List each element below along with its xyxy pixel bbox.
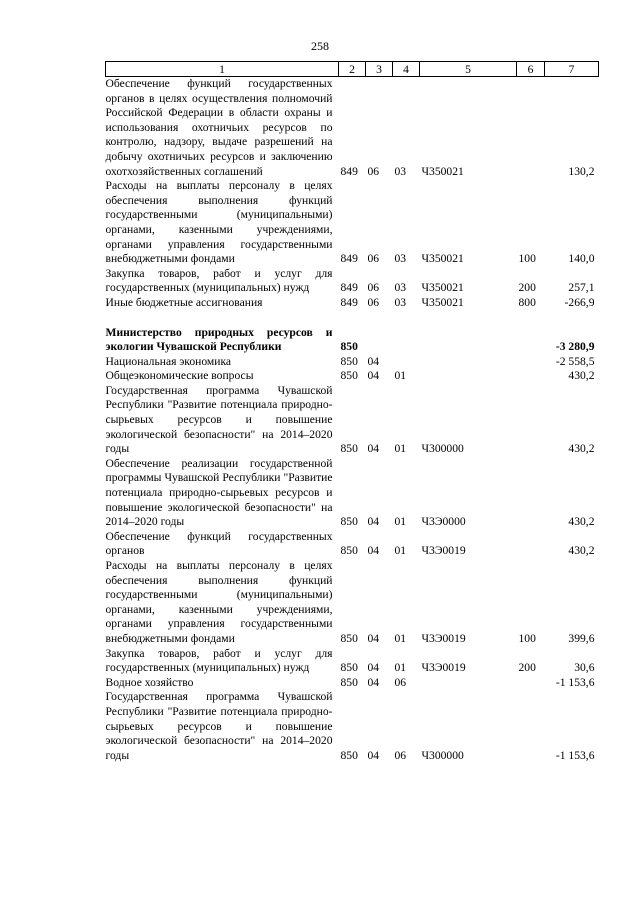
column-header-5: 5: [420, 62, 517, 77]
table-row: [106, 355, 599, 370]
cell-amount: -1 153,6: [555, 748, 595, 762]
cell-ministry-code: 850: [340, 354, 358, 368]
cell-target-article: [420, 676, 517, 691]
cell-subsection-code: 01: [394, 515, 407, 529]
cell-expense-type: [517, 77, 545, 180]
column-header-2: 2: [339, 62, 366, 77]
cell-expense-type: [517, 369, 545, 384]
cell-expense-type: [517, 676, 545, 691]
table-row: [106, 384, 599, 457]
cell-ministry-code: 850: [340, 442, 358, 456]
table-header: [106, 62, 599, 77]
row-description: Государственная программа Чувашской Республики "Развитие потенциала природно-сырьевых ресурсов и повышение экологической безопасности" на 2014–2020 годы: [105, 690, 333, 762]
cell-subsection-code: 03: [394, 281, 407, 295]
table-row: [106, 326, 599, 355]
row-description: Министерство природных ресурсов и экологии Чувашской Республики: [105, 325, 333, 354]
table-row: [106, 369, 599, 384]
cell-section-code: 04: [367, 515, 380, 529]
table-row: [106, 267, 599, 296]
cell-section-code: 04: [367, 544, 380, 558]
cell-expense-type: 800: [518, 295, 536, 309]
cell-section-code: 06: [367, 252, 380, 266]
cell-target-article: Ч300000: [421, 442, 464, 456]
cell-amount: -1 153,6: [555, 675, 595, 689]
cell-target-article: [420, 355, 517, 370]
column-header-4: 4: [393, 62, 420, 77]
row-description: Государственная программа Чувашской Республики "Развитие потенциала природно-сырьевых ресурсов и повышение экологической безопасности" на 2014–2020 годы: [105, 383, 333, 456]
cell-subsection-code: 01: [394, 544, 407, 558]
cell-subsection-code: 01: [394, 661, 407, 675]
cell-target-article: Ч350021: [421, 281, 464, 295]
row-spacer: [106, 311, 599, 326]
cell-subsection-code: 03: [394, 295, 407, 309]
cell-section-code: 06: [367, 281, 380, 295]
table-row: [106, 77, 599, 180]
cell-target-article: Ч350021: [421, 164, 464, 178]
cell-subsection-code: 01: [394, 369, 407, 383]
cell-section-code: 06: [367, 295, 380, 309]
row-description: Расходы на выплаты персоналу в целях обеспечения выполнения функций государственными (муниципальными) органами, казенными учреждениями, органами управления государственными внебюджетными фондами: [105, 559, 333, 645]
cell-amount: 130,2: [568, 164, 595, 178]
cell-ministry-code: 850: [340, 748, 358, 762]
cell-amount: 257,1: [568, 281, 595, 295]
cell-section-code: 06: [367, 164, 380, 178]
cell-section-code: 04: [367, 369, 380, 383]
table-row: [106, 457, 599, 530]
cell-section-code: 04: [367, 675, 380, 689]
table-row: [106, 559, 599, 647]
row-description: Обеспечение реализации государственной программы Чувашской Республики "Развитие потенциала природно-сырьевых ресурсов и повышение экологической безопасности" на 2014–2020 годы: [105, 456, 333, 529]
cell-ministry-code: 849: [340, 281, 358, 295]
cell-subsection-code: 06: [394, 748, 407, 762]
row-description: Закупка товаров, работ и услуг для государственных (муниципальных) нужд: [105, 266, 333, 295]
cell-ministry-code: 849: [340, 164, 358, 178]
cell-target-article: Ч3Э0000: [421, 515, 466, 529]
table-row: [106, 647, 599, 676]
cell-target-article: Ч350021: [421, 252, 464, 266]
cell-ministry-code: 850: [340, 369, 358, 383]
cell-target-article: Ч3Э0019: [421, 631, 466, 645]
cell-ministry-code: 850: [340, 675, 358, 689]
table-row: [106, 676, 599, 691]
row-description: Общеэкономические вопросы: [105, 369, 254, 383]
cell-subsection-code: 03: [394, 252, 407, 266]
cell-target-article: Ч3Э0019: [421, 544, 466, 558]
cell-section-code: 04: [367, 442, 380, 456]
column-header-3: 3: [366, 62, 393, 77]
cell-expense-type: [517, 355, 545, 370]
cell-ministry-code: 850: [340, 340, 358, 354]
cell-expense-type: [517, 384, 545, 457]
header-row: [106, 62, 599, 77]
cell-ministry-code: 850: [340, 544, 358, 558]
cell-target-article: Ч350021: [421, 295, 464, 309]
column-header-7: 7: [545, 62, 599, 77]
cell-section-code: 04: [367, 354, 380, 368]
cell-expense-type: 200: [518, 281, 536, 295]
cell-target-article: [420, 369, 517, 384]
row-description: Иные бюджетные ассигнования: [105, 295, 263, 309]
cell-expense-type: 200: [518, 661, 536, 675]
cell-target-article: Ч300000: [421, 748, 464, 762]
row-description: Расходы на выплаты персоналу в целях обеспечения выполнения функций государственными (муниципальными) органами, казенными учреждениями, органами управления государственными внебюджетными фондами: [105, 179, 333, 266]
cell-expense-type: [517, 326, 545, 355]
cell-amount: 430,2: [568, 442, 595, 456]
table-row: [106, 530, 599, 559]
cell-subsection-code: 03: [394, 164, 407, 178]
cell-ministry-code: 850: [340, 661, 358, 675]
cell-subsection-code: 01: [394, 631, 407, 645]
cell-expense-type: [517, 530, 545, 559]
cell-section-code: 04: [367, 631, 380, 645]
cell-section-code: [366, 326, 393, 355]
cell-ministry-code: 849: [340, 295, 358, 309]
cell-amount: -266,9: [564, 295, 595, 309]
cell-ministry-code: 849: [340, 252, 358, 266]
cell-amount: 30,6: [574, 661, 595, 675]
cell-amount: -2 558,5: [555, 354, 595, 368]
cell-amount: -3 280,9: [555, 340, 595, 354]
cell-subsection-code: [393, 355, 420, 370]
cell-expense-type: 100: [518, 631, 536, 645]
spacer-cell: [106, 311, 599, 326]
cell-target-article: Ч3Э0019: [421, 661, 466, 675]
cell-subsection-code: [393, 326, 420, 355]
cell-expense-type: [517, 690, 545, 763]
cell-amount: 140,0: [568, 252, 595, 266]
table-body: [106, 77, 599, 764]
row-description: Водное хозяйство: [105, 675, 194, 689]
row-description: Обеспечение функций государственных органов: [105, 529, 333, 558]
cell-target-article: [420, 326, 517, 355]
table-row: [106, 179, 599, 267]
table-row: [106, 296, 599, 311]
table-row: [106, 690, 599, 763]
page-number: 258: [311, 39, 329, 53]
budget-table: [105, 61, 599, 763]
cell-ministry-code: 850: [340, 631, 358, 645]
cell-subsection-code: 01: [394, 442, 407, 456]
cell-amount: 399,6: [568, 631, 595, 645]
cell-expense-type: 100: [518, 252, 536, 266]
column-header-1: 1: [106, 62, 339, 77]
cell-section-code: 04: [367, 661, 380, 675]
cell-section-code: 04: [367, 748, 380, 762]
cell-ministry-code: 850: [340, 515, 358, 529]
row-description: Национальная экономика: [105, 354, 232, 368]
cell-amount: 430,2: [568, 369, 595, 383]
cell-expense-type: [517, 457, 545, 530]
row-description: Закупка товаров, работ и услуг для государственных (муниципальных) нужд: [105, 646, 333, 675]
row-description: Обеспечение функций государственных органов в целях осуществления полномочий Российской Федерации в области охраны и использования охотничьих ресурсов по контролю, надзору, выдаче разрешений на добычу охотничьих ресурсов и заключению охотхозяйственных соглашений: [105, 77, 333, 178]
cell-amount: 430,2: [568, 515, 595, 529]
cell-subsection-code: 06: [394, 675, 407, 689]
column-header-6: 6: [517, 62, 545, 77]
cell-amount: 430,2: [568, 544, 595, 558]
